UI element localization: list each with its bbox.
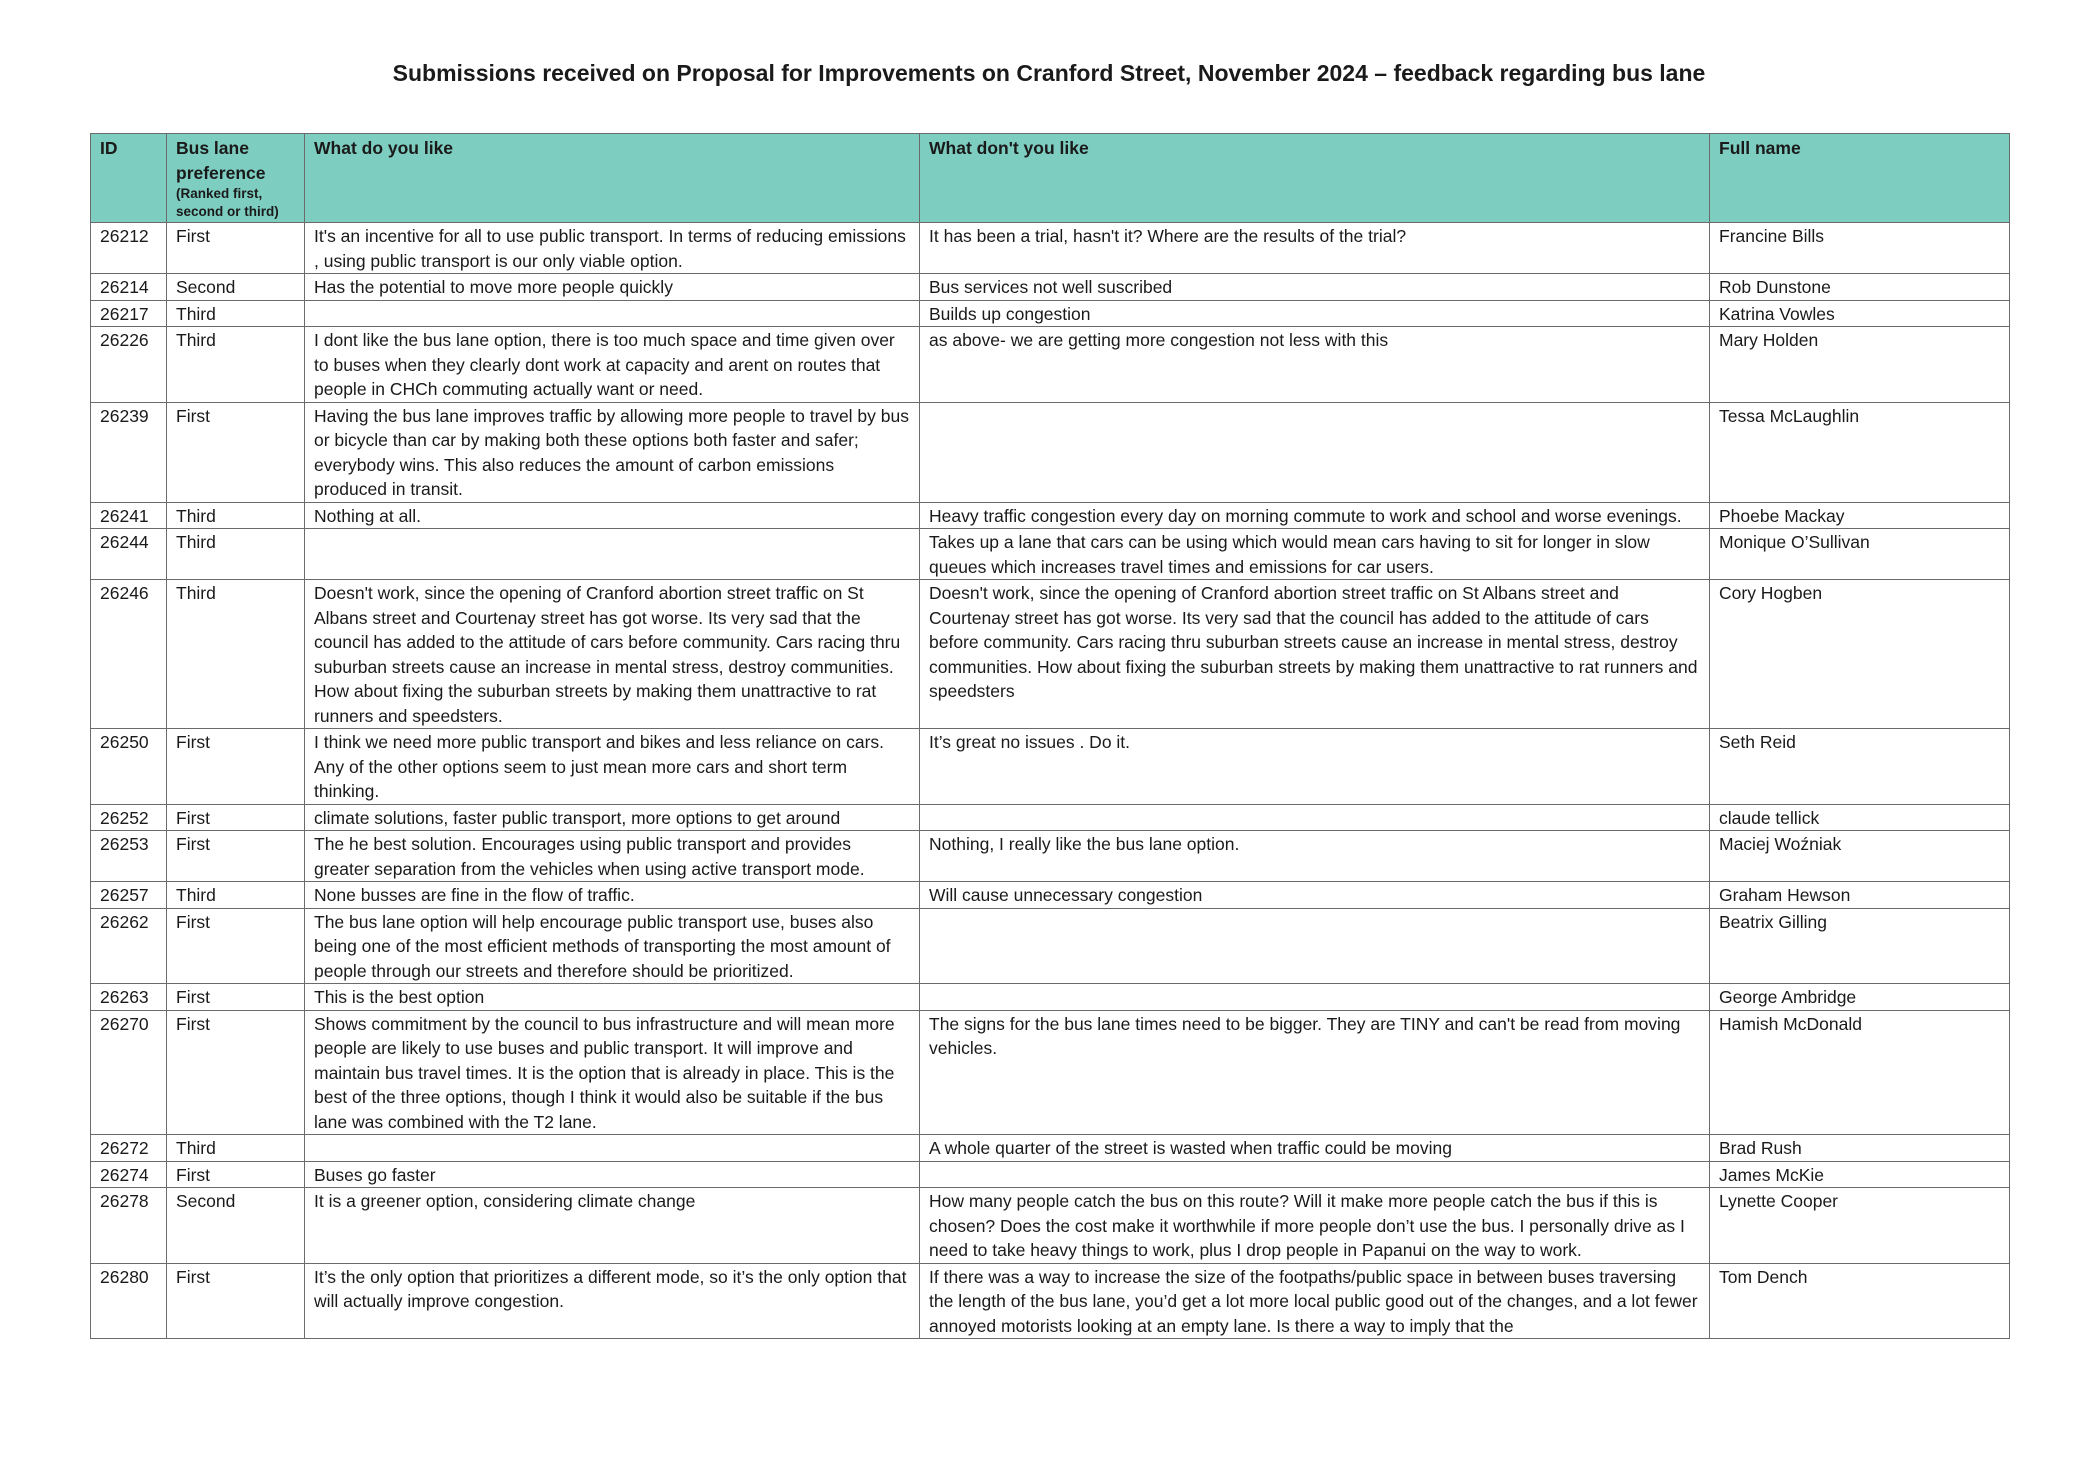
table-row (91, 1161, 2010, 1188)
cell-name: Cory Hogben (1710, 580, 2010, 729)
cell-like: climate solutions, faster public transport, more options to get around (305, 804, 920, 831)
cell-like: The bus lane option will help encourage public transport use, buses also being one of the most efficient methods of transporting the most amount of people through our streets and therefore should be prioritized. (305, 908, 920, 984)
cell-name: Tom Dench (1710, 1263, 2010, 1339)
cell-preference: Second (167, 1188, 305, 1264)
cell-like: Nothing at all. (305, 502, 920, 529)
cell-name: Monique O’Sullivan (1710, 529, 2010, 580)
cell-dislike: Bus services not well suscribed (920, 274, 1710, 301)
cell-dislike: It’s great no issues . Do it. (920, 729, 1710, 805)
cell-id: 26250 (91, 729, 167, 805)
cell-dislike (920, 402, 1710, 502)
cell-like: It is a greener option, considering climate change (305, 1188, 920, 1264)
cell-name: Francine Bills (1710, 223, 2010, 274)
table-row (91, 831, 2010, 882)
cell-like: This is the best option (305, 984, 920, 1011)
cell-name: Beatrix Gilling (1710, 908, 2010, 984)
cell-dislike (920, 1161, 1710, 1188)
cell-dislike: Takes up a lane that cars can be using which would mean cars having to sit for longer in slow queues which increases travel times and emissions for car users. (920, 529, 1710, 580)
cell-preference: First (167, 1010, 305, 1135)
cell-dislike: The signs for the bus lane times need to be bigger. They are TINY and can't be read from moving vehicles. (920, 1010, 1710, 1135)
cell-dislike (920, 804, 1710, 831)
cell-dislike: How many people catch the bus on this route? Will it make more people catch the bus if this is chosen? Does the cost make it worthwhile if more people don’t use the bus. I personally drive as I need to take heavy things to work, plus I drop people in Papanui on the way to work. (920, 1188, 1710, 1264)
cell-id: 26241 (91, 502, 167, 529)
cell-preference: Third (167, 1135, 305, 1162)
cell-like: I think we need more public transport and bikes and less reliance on cars. Any of the other options seem to just mean more cars and short term thinking. (305, 729, 920, 805)
cell-like (305, 1135, 920, 1162)
cell-preference: Third (167, 882, 305, 909)
cell-id: 26212 (91, 223, 167, 274)
header-id: ID (91, 134, 167, 223)
cell-id: 26214 (91, 274, 167, 301)
cell-preference: First (167, 831, 305, 882)
cell-name: Graham Hewson (1710, 882, 2010, 909)
cell-dislike (920, 908, 1710, 984)
cell-id: 26263 (91, 984, 167, 1011)
cell-name: James McKie (1710, 1161, 2010, 1188)
header-name: Full name (1710, 134, 2010, 223)
cell-dislike: A whole quarter of the street is wasted when traffic could be moving (920, 1135, 1710, 1162)
cell-id: 26278 (91, 1188, 167, 1264)
cell-preference: Third (167, 327, 305, 403)
header-like: What do you like (305, 134, 920, 223)
cell-like (305, 300, 920, 327)
cell-id: 26257 (91, 882, 167, 909)
table-row (91, 804, 2010, 831)
cell-id: 26262 (91, 908, 167, 984)
table-row (91, 402, 2010, 502)
cell-like: Shows commitment by the council to bus infrastructure and will mean more people are likely to use buses and public transport. It will improve and maintain bus travel times. It is the option that is already in place. This is the best of the three options, though I think it would also be suitable if the bus lane was combined with the T2 lane. (305, 1010, 920, 1135)
table-row (91, 984, 2010, 1011)
header-preference (167, 134, 305, 223)
cell-preference: First (167, 402, 305, 502)
table-row (91, 580, 2010, 729)
cell-name: claude tellick (1710, 804, 2010, 831)
cell-like: Doesn't work, since the opening of Cranford abortion street traffic on St Albans street and Courtenay street has got worse. Its very sad that the council has added to the attitude of cars before community. Cars racing thru suburban streets cause an increase in mental stress, destroy communities. How about fixing the suburban streets by making them unattractive to rat runners and speedsters. (305, 580, 920, 729)
cell-preference: First (167, 1263, 305, 1339)
cell-preference: First (167, 223, 305, 274)
table-row (91, 729, 2010, 805)
cell-name: George Ambridge (1710, 984, 2010, 1011)
table-row (91, 1188, 2010, 1264)
cell-name: Seth Reid (1710, 729, 2010, 805)
cell-like: Buses go faster (305, 1161, 920, 1188)
table-row (91, 502, 2010, 529)
table-row (91, 223, 2010, 274)
cell-name: Rob Dunstone (1710, 274, 2010, 301)
cell-id: 26217 (91, 300, 167, 327)
table-header-row (91, 134, 2010, 223)
table-row (91, 908, 2010, 984)
cell-dislike: Will cause unnecessary congestion (920, 882, 1710, 909)
cell-id: 26244 (91, 529, 167, 580)
page-title: Submissions received on Proposal for Improvements on Cranford Street, November 2024 – feedback regarding bus lane (392, 60, 1706, 86)
submissions-table (90, 133, 2010, 1339)
cell-preference: Third (167, 300, 305, 327)
header-preference-label: Bus lane preference (176, 138, 266, 183)
header-dislike: What don't you like (920, 134, 1710, 223)
cell-name: Brad Rush (1710, 1135, 2010, 1162)
cell-like: Has the potential to move more people quickly (305, 274, 920, 301)
cell-dislike: It has been a trial, hasn't it? Where are the results of the trial? (920, 223, 1710, 274)
table-row (91, 529, 2010, 580)
cell-dislike: Nothing, I really like the bus lane option. (920, 831, 1710, 882)
cell-preference: Third (167, 580, 305, 729)
table-row (91, 274, 2010, 301)
cell-preference: First (167, 729, 305, 805)
cell-dislike: Builds up congestion (920, 300, 1710, 327)
table-row (91, 300, 2010, 327)
cell-dislike: as above- we are getting more congestion not less with this (920, 327, 1710, 403)
table-row (91, 882, 2010, 909)
cell-id: 26270 (91, 1010, 167, 1135)
cell-id: 26239 (91, 402, 167, 502)
table-row (91, 1010, 2010, 1135)
cell-like: It’s the only option that prioritizes a different mode, so it’s the only option that will actually improve congestion. (305, 1263, 920, 1339)
cell-dislike: Doesn't work, since the opening of Cranford abortion street traffic on St Albans street and Courtenay street has got worse. Its very sad that the council has added to the attitude of cars before community. Cars racing thru suburban streets cause an increase in mental stress, destroy communities. How about fixing the suburban streets by making them unattractive to rat runners and speedsters (920, 580, 1710, 729)
cell-id: 26274 (91, 1161, 167, 1188)
cell-like: Having the bus lane improves traffic by allowing more people to travel by bus or bicycle than car by making both these options both faster and safer; everybody wins. This also reduces the amount of carbon emissions produced in transit. (305, 402, 920, 502)
cell-id: 26246 (91, 580, 167, 729)
cell-like: The he best solution. Encourages using public transport and provides greater separation from the vehicles when using active transport mode. (305, 831, 920, 882)
cell-name: Phoebe Mackay (1710, 502, 2010, 529)
cell-preference: First (167, 908, 305, 984)
cell-id: 26253 (91, 831, 167, 882)
cell-id: 26252 (91, 804, 167, 831)
cell-preference: Third (167, 502, 305, 529)
header-preference-note: (Ranked first, second or third) (176, 186, 279, 219)
cell-like: None busses are fine in the flow of traffic. (305, 882, 920, 909)
cell-preference: First (167, 984, 305, 1011)
table-row (91, 1135, 2010, 1162)
cell-dislike: If there was a way to increase the size of the footpaths/public space in between buses traversing the length of the bus lane, you’d get a lot more local public good out of the changes, and a lot fewer annoyed motorists looking at an empty lane. Is there a way to imply that the (920, 1263, 1710, 1339)
cell-id: 26226 (91, 327, 167, 403)
cell-preference: First (167, 1161, 305, 1188)
cell-preference: Second (167, 274, 305, 301)
cell-dislike: Heavy traffic congestion every day on morning commute to work and school and worse evenings. (920, 502, 1710, 529)
cell-name: Hamish McDonald (1710, 1010, 2010, 1135)
cell-name: Lynette Cooper (1710, 1188, 2010, 1264)
table-row (91, 327, 2010, 403)
cell-like: I dont like the bus lane option, there is too much space and time given over to buses when they clearly dont work at capacity and arent on routes that people in CHCh commuting actually want or need. (305, 327, 920, 403)
cell-preference: Third (167, 529, 305, 580)
cell-like: It's an incentive for all to use public transport. In terms of reducing emissions , using public transport is our only viable option. (305, 223, 920, 274)
cell-like (305, 529, 920, 580)
cell-name: Mary Holden (1710, 327, 2010, 403)
cell-preference: First (167, 804, 305, 831)
cell-name: Tessa McLaughlin (1710, 402, 2010, 502)
cell-id: 26280 (91, 1263, 167, 1339)
cell-dislike (920, 984, 1710, 1011)
cell-id: 26272 (91, 1135, 167, 1162)
table-row (91, 1263, 2010, 1339)
cell-name: Katrina Vowles (1710, 300, 2010, 327)
cell-name: Maciej Woźniak (1710, 831, 2010, 882)
